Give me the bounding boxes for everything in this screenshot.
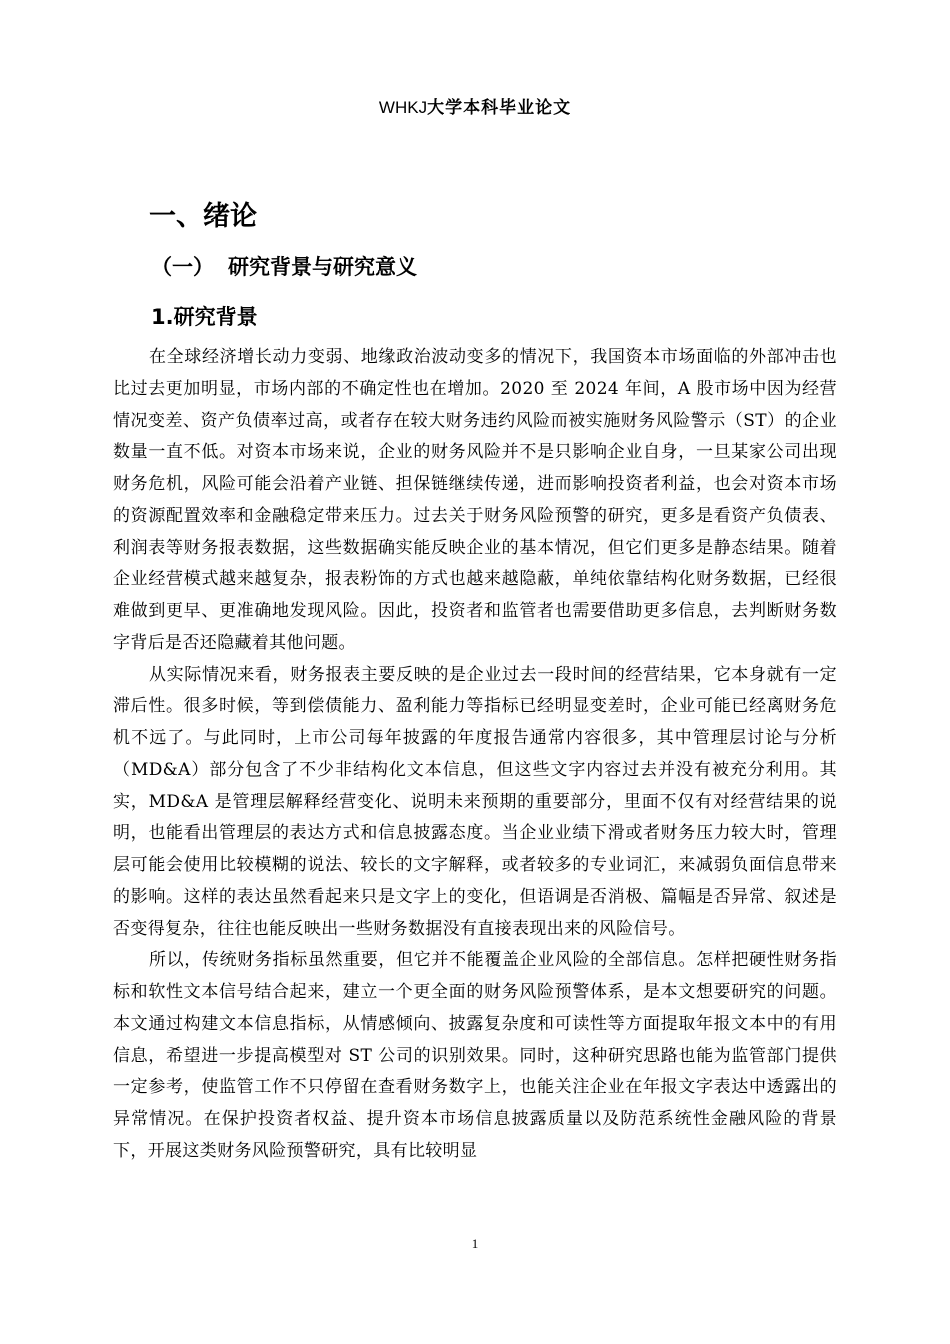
paragraph: 从实际情况来看，财务报表主要反映的是企业过去一段时间的经营结果，它本身就有一定滞后性。很多时候，等到偿债能力、盈利能力等指标已经明显变差时，企业可能已经离财务危机不远了。与此同时，上市公司每年披露的年度报告通常内容很多，其中管理层讨论与分析（MD&A）部分包含了不少非结构化文本信息，但这些文字内容过去并没有被充分利用。其实，MD&A 是管理层解释经营变化、说明未来预期的重要部分，里面不仅有对经营结果的说明，也能看出管理层的表达方式和信息披露态度。当企业业绩下滑或者财务压力较大时，管理层可能会使用比较模糊的说法、较长的文字解释，或者较多的专业词汇，来减弱负面信息带来的影响。这样的表达虽然看起来只是文字上的变化，但语调是否消极、篇幅是否异常、叙述是否变得复杂，往往也能反映出一些财务数据没有直接表现出来的风险信号。	[113, 664, 837, 939]
subsection-title: 1.研究背景	[151, 305, 258, 329]
running-header-title: 大学本科毕业论文	[427, 98, 572, 118]
section-title: 研究背景与研究意义	[228, 255, 417, 279]
chapter-title: 一、绪论	[149, 201, 257, 232]
page-number: 1	[471, 1236, 479, 1251]
section-number: （一）	[151, 255, 214, 279]
section-heading	[151, 251, 417, 283]
running-header	[0, 96, 950, 120]
running-header-code: WHKJ	[378, 98, 428, 117]
paragraph: 所以，传统财务指标虽然重要，但它并不能覆盖企业风险的全部信息。怎样把硬性财务指标和软性文本信号结合起来，建立一个更全面的财务风险预警体系，是本文想要研究的问题。本文通过构建文本信息指标，从情感倾向、披露复杂度和可读性等方面提取年报文本中的有用信息，希望进一步提高模型对 ST 公司的识别效果。同时，这种研究思路也能为监管部门提供一定参考，使监管工作不只停留在查看财务数字上，也能关注企业在年报文字表达中透露出的异常情况。在保护投资者权益、提升资本市场信息披露质量以及防范系统性金融风险的背景下，开展这类财务风险预警研究，具有比较明显	[113, 950, 837, 1161]
header-rule	[113, 131, 837, 132]
paragraph: 在全球经济增长动力变弱、地缘政治波动变多的情况下，我国资本市场面临的外部冲击也比过去更加明显，市场内部的不确定性也在增加。2020 至 2024 年间，A 股市场中因为经营情况变差、资产负债率过高，或者存在较大财务违约风险而被实施财务风险警示（ST）的企业数量一直不低。对资本市场来说，企业的财务风险并不是只影响企业自身，一旦某家公司出现财务危机，风险可能会沿着产业链、担保链继续传递，进而影响投资者利益，也会对资本市场的资源配置效率和金融稳定带来压力。过去关于财务风险预警的研究，更多是看资产负债表、利润表等财务报表数据，这些数据确实能反映企业的基本情况，但它们更多是静态结果。随着企业经营模式越来越复杂，报表粉饰的方式也越来越隐蔽，单纯依靠结构化财务数据，已经很难做到更早、更准确地发现风险。因此，投资者和监管者也需要借助更多信息，去判断财务数字背后是否还隐藏着其他问题。	[113, 347, 837, 653]
body-text	[113, 342, 837, 1168]
